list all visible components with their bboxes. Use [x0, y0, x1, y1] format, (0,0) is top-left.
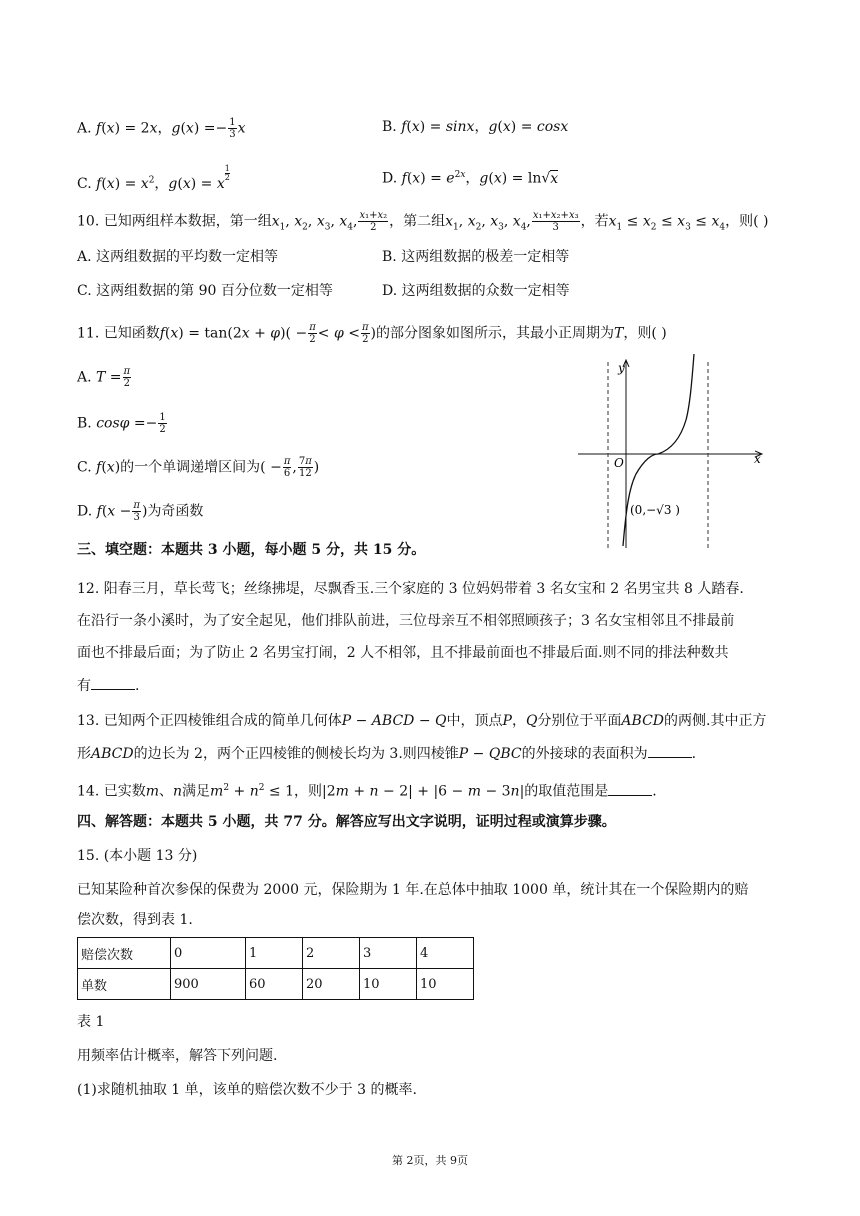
q9-option-b: B. f(x) = sinx，g(x) = cosx [382, 119, 569, 135]
point-label: (0,−√3 ) [630, 503, 680, 517]
table-cell: 2 [303, 938, 360, 969]
origin-label: O [614, 456, 624, 470]
q12-line-1: 12. 阳春三月，草长莺飞；丝绦拂堤，尽飘香玉.三个家庭的 3 位妈妈带着 3 名女宝和 2 名男宝共 8 人踏春. [77, 581, 744, 597]
q10-option-b: B. 这两组数据的极差一定相等 [382, 249, 570, 265]
page-footer: 第 2页，共 9页 [392, 1154, 468, 1167]
tangent-curve [623, 354, 694, 546]
q10-option-d: D. 这两组数据的众数一定相等 [382, 283, 570, 299]
q9-option-d: D. $f(x) = e^{2x}$，g(x) = ln√x [382, 170, 559, 187]
section-4-heading: 四、解答题：本题共 5 小题，共 77 分。解答应写出文字说明，证明过程或演算步骤。 [77, 814, 616, 830]
table-cell: 0 [171, 938, 246, 969]
table-cell: 10 [417, 969, 474, 1000]
claims-table [77, 937, 474, 1000]
table-cell: 4 [417, 938, 474, 969]
q13-line-2: 形ABCD的边长为 2，两个正四棱锥的侧棱长均为 3.则四棱锥P − QBC的外接球的表面积为 . [77, 746, 697, 762]
q11-stem: 11. 已知函数f(x) = tan(2x + φ)( − $\frac{\pi}{2}$ < φ < $\frac{\pi}{2}$ )的部分图象如图所示，其最小正周期为T，则( ) [77, 322, 667, 345]
table-cell: 单数 [78, 969, 171, 1000]
table-cell: 3 [360, 938, 417, 969]
tangent-graph [574, 350, 774, 550]
q15-line-1: 已知某险种首次参保的保费为 2000 元，保险期为 1 年.在总体中抽取 1000 单，统计其在一个保险期内的赔 [77, 882, 749, 898]
q15-line-2: 偿次数，得到表 1. [77, 912, 193, 928]
q10-option-a: A. 这两组数据的平均数一定相等 [77, 249, 279, 265]
answer-blank [608, 783, 652, 796]
q15-line-4: (1)求随机抽取 1 单，该单的赔偿次数不少于 3 的概率. [77, 1082, 417, 1098]
q12-line-2: 在沿行一条小溪时，为了安全起见，他们排队前进，三位母亲互不相邻照顾孩子；3 名女宝相邻且不排最前 [77, 613, 735, 629]
q11-option-d: D. f(x − $\frac{\pi}{3}$ )为奇函数 [77, 500, 204, 523]
answer-blank [91, 677, 135, 690]
table-caption: 表 1 [77, 1014, 105, 1030]
q9-option-a: A. f(x) = 2x，g(x) =− $\frac{1}{3}$ x [77, 117, 246, 140]
answer-blank [648, 745, 692, 758]
q15-line-3: 用频率估计概率，解答下列问题. [77, 1048, 278, 1064]
q11-option-c: C. f(x)的一个单调递增区间为( − $\frac{\pi}{6}$ , $\frac{7\pi}{12}$ ) [77, 456, 320, 479]
section-3-heading: 三、填空题：本题共 3 小题，每小题 5 分，共 15 分。 [77, 542, 426, 558]
q9-option-c: C. $f(x) = x^2$，g(x) = x $^{\frac{1}{2}}$ [77, 164, 230, 192]
table-row [78, 938, 474, 969]
q10-option-c: C. 这两组数据的第 90 百分位数一定相等 [77, 283, 333, 299]
table-cell: 60 [246, 969, 303, 1000]
table-cell: 20 [303, 969, 360, 1000]
q12-line-4: 有 . [77, 678, 140, 694]
q11-option-a: A. T = $\frac{\pi}{2}$ [77, 366, 131, 389]
table-cell: 10 [360, 969, 417, 1000]
q11-option-b: B. cosφ =− $\frac{1}{2}$ [77, 412, 166, 435]
q15-header: 15. (本小题 13 分) [77, 848, 198, 864]
q14-line: 14. 已实数m、n满足$m^2 + n^2 \le 1$，则|2m + n − 2| + |6 − m − 3n|的取值范围是 . [77, 783, 657, 800]
table-cell: 900 [171, 969, 246, 1000]
x-axis-label: x [754, 452, 761, 466]
table-cell: 赔偿次数 [78, 938, 171, 969]
q12-line-3: 面也不排最后面；为了防止 2 名男宝打闹，2 人不相邻，且不排最前面也不排最后面.则不同的排法种数共 [77, 645, 729, 661]
table-row [78, 969, 474, 1000]
q10-stem: 10. 已知两组样本数据，第一组$x_1$, $x_2$, $x_3$, $x_4$, $\frac{\text{x₁+x₂}}{2}$ ，第二组$x_1$, $x_2$, $x_3$, $x_4$, $\frac{\text{x₁+x₂+x₃}}{3}$ ，若$x_1 \le x_2 \le x_3 \le x_4$，则( ) [77, 210, 769, 233]
q13-line-1: 13. 已知两个正四棱锥组合成的简单几何体P − ABCD − Q中，顶点P，Q分别位于平面ABCD的两侧.其中正方 [77, 713, 767, 729]
y-axis-label: y [618, 361, 625, 375]
table-cell: 1 [246, 938, 303, 969]
